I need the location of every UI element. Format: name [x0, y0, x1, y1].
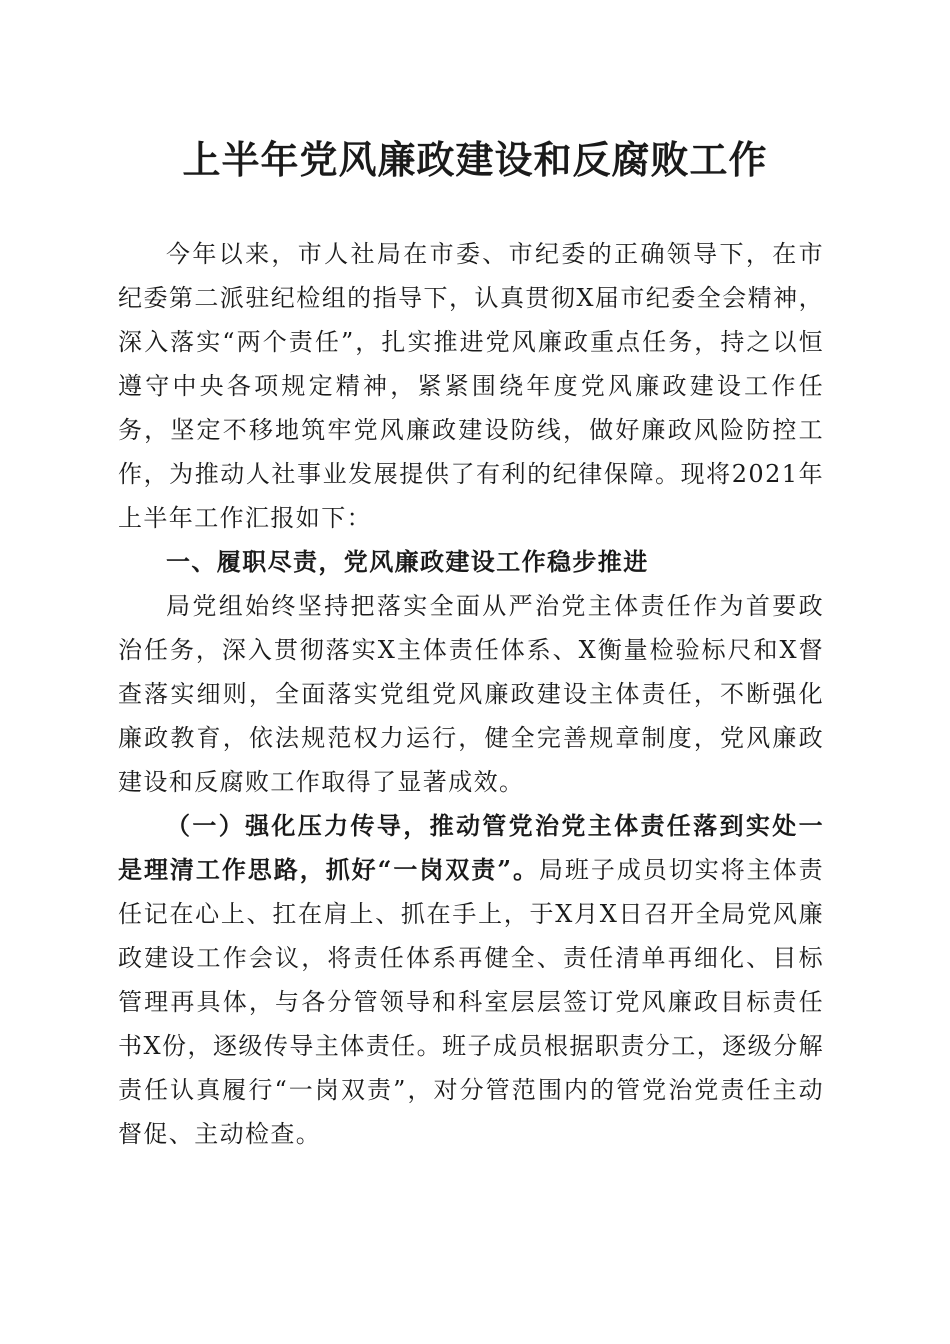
- section-1-paragraph: 局党组始终坚持把落实全面从严治党主体责任作为首要政治任务，深入贯彻落实X主体责任体系、X衡量检验标尺和X督查落实细则，全面落实党组党风廉政建设主体责任，不断强化廉政教育，依法规范权力运行，健全完善规章制度，党风廉政建设和反腐败工作取得了显著成效。: [118, 592, 824, 796]
- subsection-1-lead: （一）强化压力传导，推动管党治党主体责任落到实处一是理清工作思路，抓好“一岗双责”。: [118, 811, 824, 884]
- subsection-1-body: 局班子成员切实将主体责任记在心上、扛在肩上、抓在手上，于X月X日召开全局党风廉政建设工作会议，将责任体系再健全、责任清单再细化、目标管理再具体，与各分管领导和科室层层签订党风廉政目标责任书X份，逐级传导主体责任。班子成员根据职责分工，逐级分解责任认真履行“一岗双责”，对分管范围内的管党治党责任主动督促、主动检查。: [118, 856, 824, 1148]
- intro-paragraph: 今年以来，市人社局在市委、市纪委的正确领导下，在市纪委第二派驻纪检组的指导下，认真贯彻X届市纪委全会精神，深入落实“两个责任”，扎实推进党风廉政重点任务，持之以恒遵守中央各项规定精神，紧紧围绕年度党风廉政建设工作任务，坚定不移地筑牢党风廉政建设防线，做好廉政风险防控工作，为推动人社事业发展提供了有利的纪律保障。现将2021年上半年工作汇报如下：: [118, 240, 824, 532]
- document-title: 上半年党风廉政建设和反腐败工作: [182, 137, 768, 182]
- document-body: [118, 232, 824, 1156]
- subsection-1-paragraph: [118, 804, 824, 1156]
- section-1-heading: 一、履职尽责，党风廉政建设工作稳步推进: [166, 548, 649, 576]
